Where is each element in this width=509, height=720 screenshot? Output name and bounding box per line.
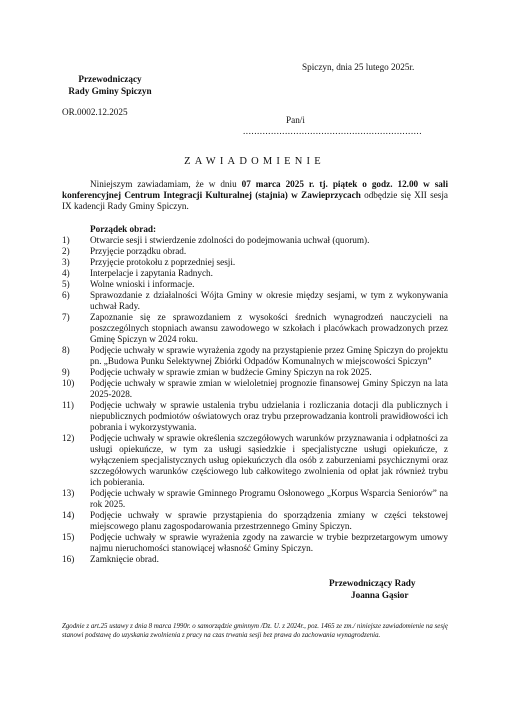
agenda-item <box>62 554 448 565</box>
agenda-item-text: Sprawozdanie z działalności Wójta Gminy w okresie między sesjami, w tym z wykonywania uchwał Rady. <box>90 290 448 311</box>
intro-date-place: 07 marca 2025 r. tj. piątek o godz. 12.00 w sali konferencyjnej Centrum Integracji Kulturalnej (stajnia) w Zawieprzycach <box>62 179 448 200</box>
agenda-item-text: Przyjęcie porządku obrad. <box>90 246 187 256</box>
sender-block <box>62 73 158 97</box>
intro-paragraph <box>62 179 448 212</box>
recipient-label: Pan/i <box>286 115 305 125</box>
agenda-item <box>62 246 448 257</box>
agenda-item <box>62 345 448 367</box>
agenda-item-text: Podjęcie uchwały w sprawie przystąpienia do sporządzenia zmiany w części tekstowej miejscowego planu zagospodarowania przestrzennego Gminy Spiczyn. <box>90 510 448 531</box>
agenda-item-number: 11) <box>62 400 74 410</box>
agenda-item <box>62 367 448 378</box>
agenda-item-text: Zamknięcie obrad. <box>90 554 159 564</box>
agenda-item <box>62 510 448 532</box>
agenda-item-number: 9) <box>62 367 70 377</box>
agenda-item <box>62 378 448 400</box>
agenda-item <box>62 279 448 290</box>
agenda-item-number: 14) <box>62 510 75 520</box>
agenda-item-text: Podjęcie uchwały w sprawie ustalenia trybu udzielania i rozliczania dotacji dla publicznych i niepublicznych podmiotów oświatowych oraz trybu przeprowadzania kontroli prawidłowości ich pobrania i wykorzystywania. <box>90 400 448 432</box>
agenda-item <box>62 268 448 279</box>
agenda-item-number: 3) <box>62 257 70 267</box>
agenda-item-text: Zapoznanie się ze sprawozdaniem z wysokości średnich wynagrodzeń nauczycieli na poszczególnych stopniach awansu zawodowego w szkołach i placówkach prowadzonych przez Gminę Spiczyn w 2024 roku. <box>90 312 448 344</box>
agenda-item-text: Wolne wnioski i informacje. <box>90 279 195 289</box>
agenda-item <box>62 400 448 433</box>
agenda-item-number: 13) <box>62 488 75 498</box>
agenda-item-number: 15) <box>62 532 75 542</box>
signature-name: Joanna Gąsior <box>351 590 409 600</box>
agenda-item <box>62 488 448 510</box>
sender-title: Przewodniczący <box>78 74 142 84</box>
signature-role: Przewodniczący Rady <box>329 578 416 588</box>
agenda-title: Porządek obrad: <box>90 224 157 234</box>
agenda-item-text: Podjęcie uchwały w sprawie zmian w wieloletniej prognozie finansowej Gminy Spiczyn na lata 2025-2028. <box>90 378 448 399</box>
agenda-item <box>62 257 448 268</box>
agenda-item-number: 7) <box>62 312 70 322</box>
agenda-item-text: Podjęcie uchwały w sprawie zmian w budżecie Gminy Spiczyn na rok 2025. <box>90 367 372 377</box>
agenda-item <box>62 312 448 345</box>
agenda-item-number: 4) <box>62 268 70 278</box>
agenda-item <box>62 290 448 312</box>
agenda-item-text: Podjęcie uchwały w sprawie wyrażenia zgody na przystąpienie przez Gminę Spiczyn do projektu pn. „Budowa Punku Selektywnej Zbiórki Odpadów Komunalnych w miejscowości Spiczyn” <box>90 345 448 366</box>
agenda-item-text: Podjęcie uchwały w sprawie określenia szczegółowych warunków przyznawania i odpłatności za usługi opiekuńcze, w tym za usługi sąsiedzkie i specjalistyczne usługi opiekuńcze, z wyłączeniem specjalistycznych usług opiekuńczych dla osób z zaburzeniami psychicznymi oraz szczegółowych warunków częściowego lub całkowitego zwolnienia od opłat jak również trybu ich pobierania. <box>90 433 448 487</box>
reference-number: OR.0002.12.2025 <box>62 107 128 117</box>
agenda-list <box>62 235 448 565</box>
agenda-item-text: Otwarcie sesji i stwierdzenie zdolności do podejmowania uchwał (quorum). <box>90 235 370 245</box>
agenda-item-number: 1) <box>62 235 70 245</box>
agenda-item <box>62 235 448 246</box>
intro-text-1: Niniejszym zawiadamiam, że w dniu <box>90 179 242 189</box>
agenda-item-text: Podjęcie uchwały w sprawie Gminnego Programu Osłonowego „Korpus Wsparcia Seniorów” na rok 2025. <box>90 488 448 509</box>
agenda-item-number: 6) <box>62 290 70 300</box>
recipient-line: ................................................................ <box>243 126 422 136</box>
agenda-item-text: Przyjęcie protokołu z poprzedniej sesji. <box>90 257 236 267</box>
agenda-item-number: 12) <box>62 433 75 443</box>
agenda-item-number: 8) <box>62 345 70 355</box>
intro-text-2: odbędzie się XII sesja IX kadencji Rady Gminy Spiczyn. <box>62 190 449 211</box>
place-date: Spiczyn, dnia 25 lutego 2025r. <box>302 62 415 72</box>
agenda-item <box>62 532 448 554</box>
sender-council: Rady Gminy Spiczyn <box>68 86 152 96</box>
document-heading: ZAWIADOMIENIE <box>184 156 325 167</box>
agenda-item-number: 16) <box>62 554 75 564</box>
agenda-item-number: 5) <box>62 279 70 289</box>
agenda-item <box>62 433 448 488</box>
agenda-item-number: 2) <box>62 246 70 256</box>
agenda-item-text: Interpelacje i zapytania Radnych. <box>90 268 213 278</box>
agenda-item-text: Podjęcie uchwały w sprawie wyrażenia zgody na zawarcie w trybie bezprzetargowym umowy najmu nieruchomości stanowiącej własność Gminy Spiczyn. <box>90 532 448 553</box>
agenda-item-number: 10) <box>62 378 75 388</box>
footnote: Zgodnie z art.25 ustawy z dnia 8 marca 1990r. o samorządzie gminnym /Dz. U. z 2024r., poz. 1465 ze zm./ niniejsze zawiadomienie na sesję stanowi podstawę do uzyskania zwolnienia z pracy na czas trwania sesji bez prawa do zachowania wynagrodzenia. <box>62 623 448 639</box>
